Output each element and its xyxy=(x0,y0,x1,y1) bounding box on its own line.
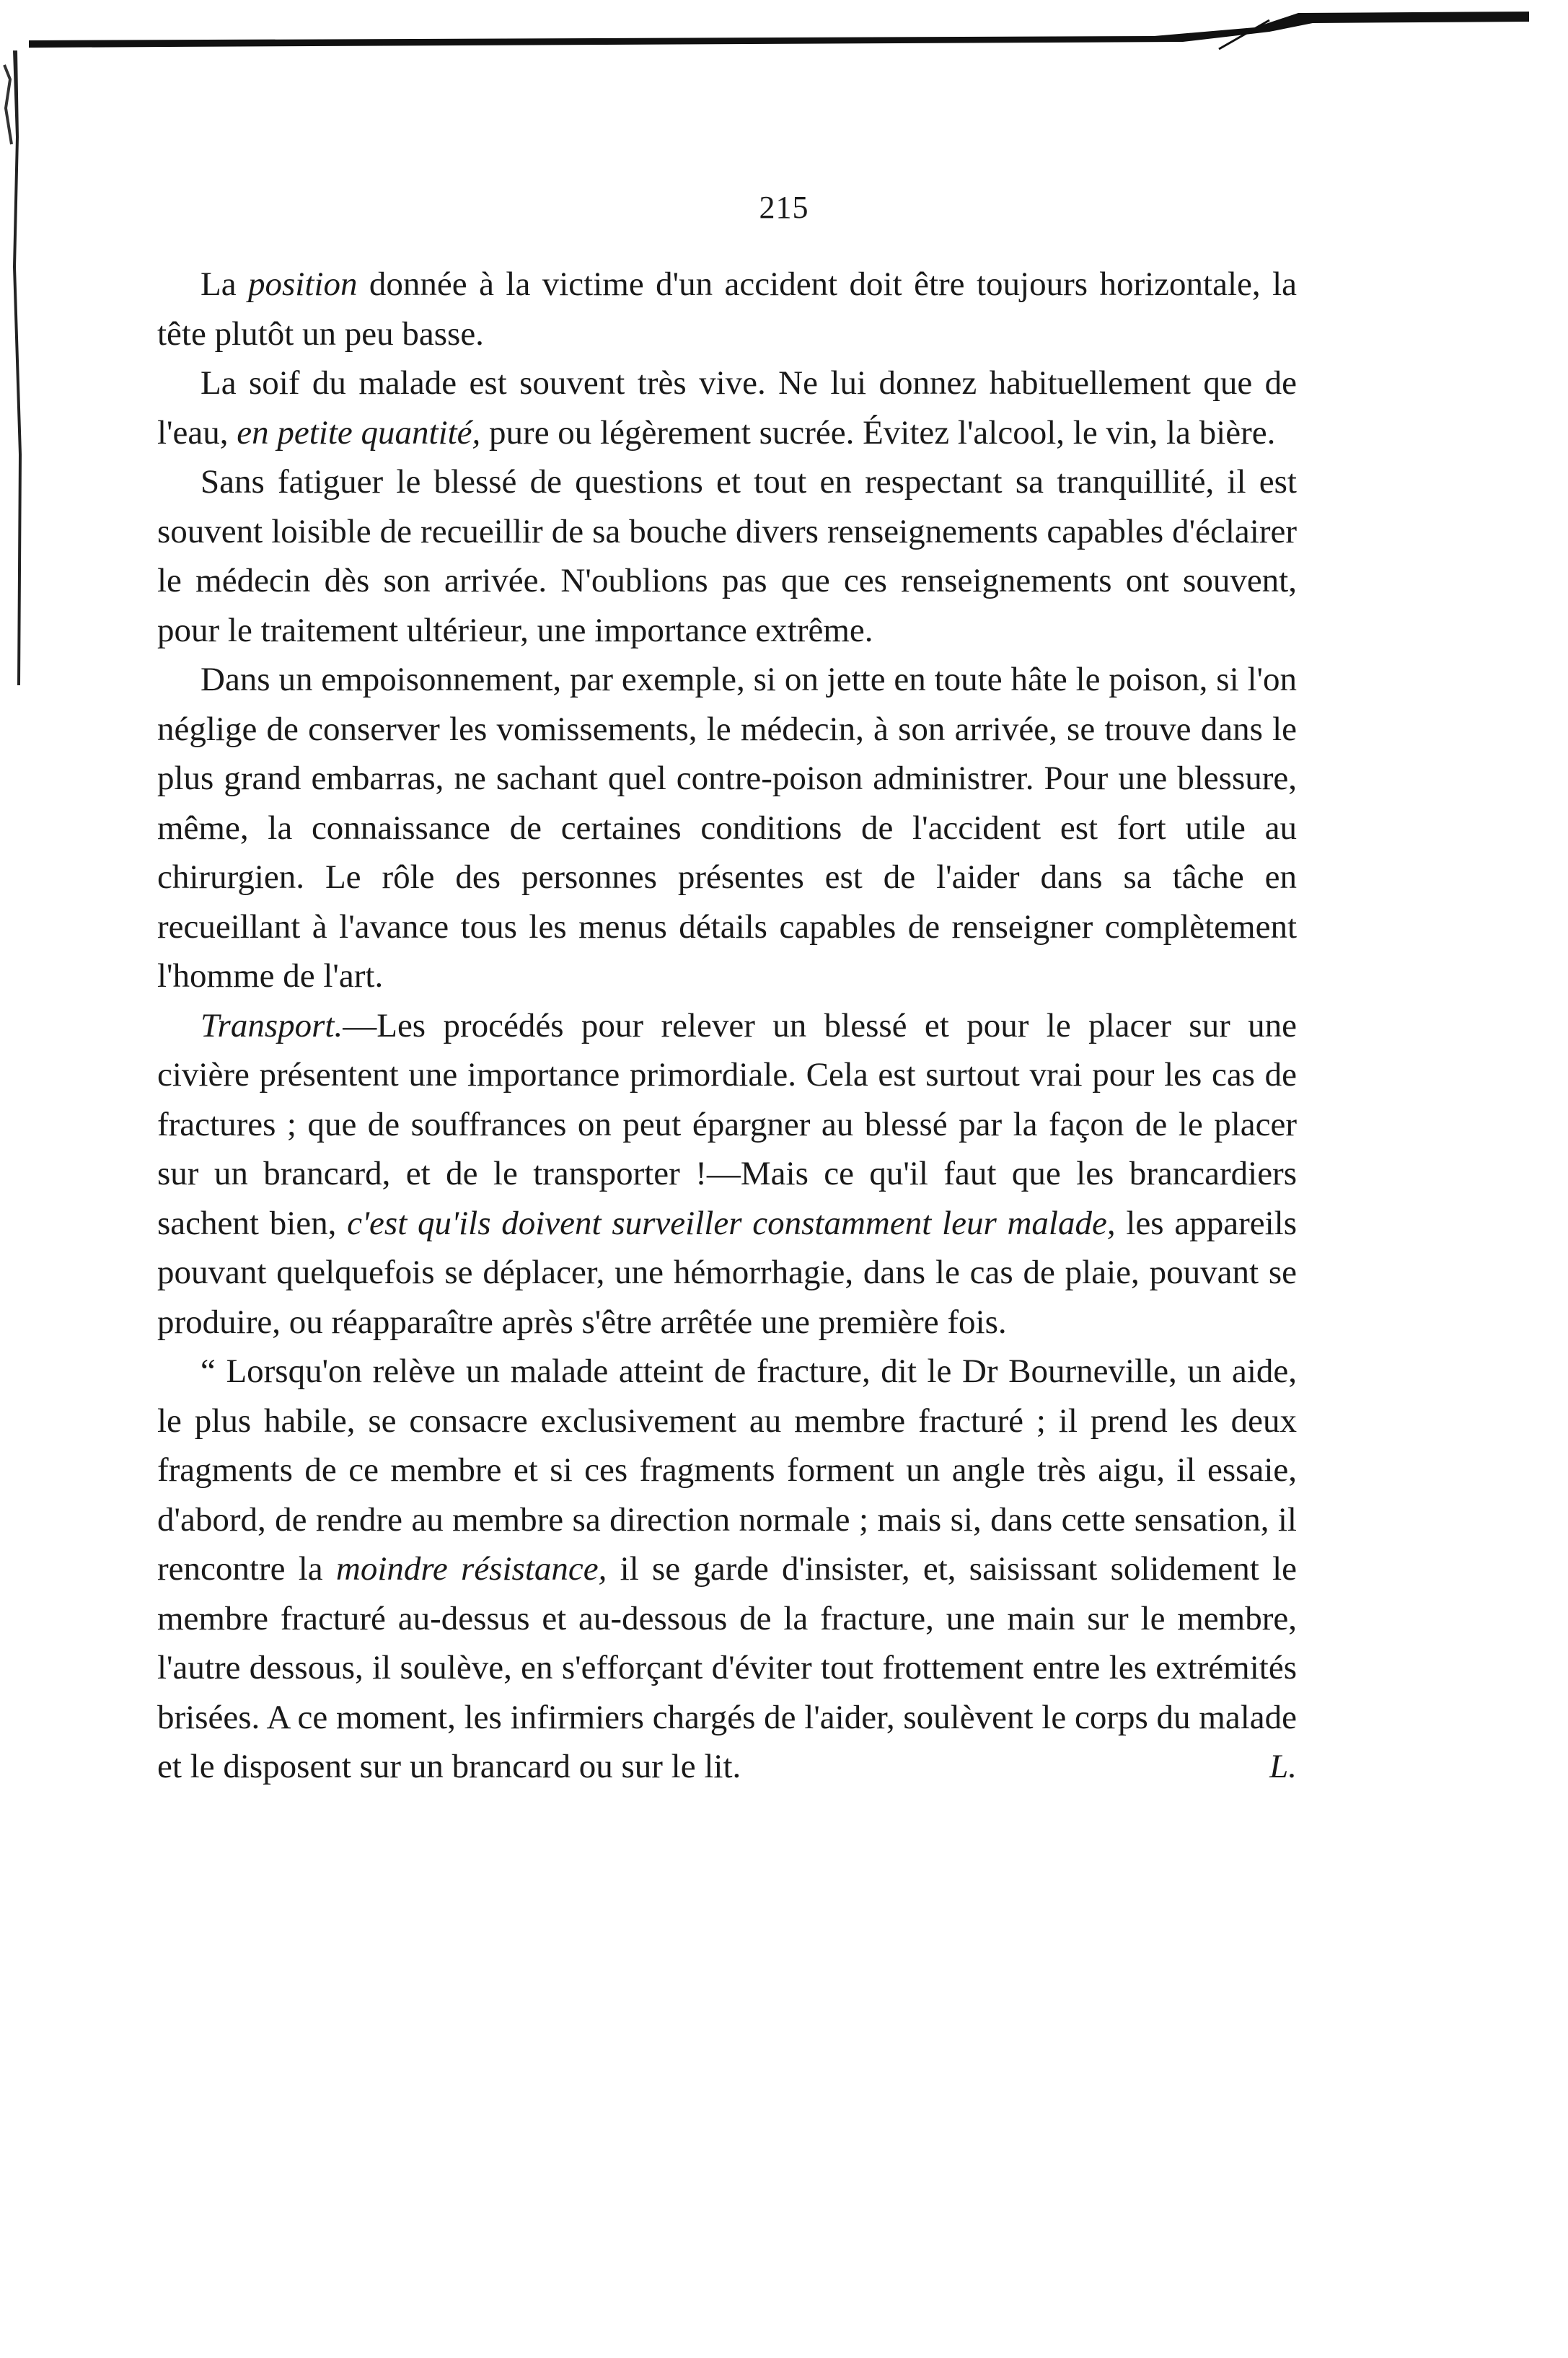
text-run: il se garde d'insister, et, saisissant solidement le membre fracturé au-dessus et au-dessous de la fracture, une main sur le membre, l'autre dessous, il soulève, en s'efforçant d'éviter tout frottement entre les extrémités brisées. A ce moment, les infirmiers chargés de l'aider, soulèvent le corps du malade et le disposent sur un brancard ou sur le lit. xyxy=(157,1550,1297,1785)
author-signature: L. xyxy=(1269,1748,1297,1785)
paragraph xyxy=(157,358,1297,457)
text-run: —Les procédés pour relever un blessé et pour le placer sur une civière présentent une importance primordiale. Cela est surtout vrai pour les cas de fractures ; que de souffrances on peut épargner au blessé par la façon de le placer sur un brancard, et de le transporter !—Mais ce qu'il faut que les brancardiers sachent bien, xyxy=(157,1006,1297,1242)
italic-text: moindre résistance, xyxy=(335,1550,607,1588)
text-run: les appareils pouvant quelquefois se déplacer, une hémorrhagie, dans le cas de plaie, pouvant se produire, ou réapparaître après s'être arrêtée une première fois. xyxy=(157,1204,1297,1341)
paragraph xyxy=(157,260,1297,358)
italic-text: position xyxy=(248,265,358,303)
text-run: donnée à la victime d'un accident doit être toujours horizontale, la tête plutôt un peu basse. xyxy=(157,265,1297,353)
body-text xyxy=(157,260,1297,1792)
text-run: “ Lorsqu'on relève un malade atteint de fracture, dit le Dr Bourneville, un aide, le plus habile, se consacre exclusivement au membre fracturé ; il prend les deux fragments de ce membre et si ces fragments forment un angle très aigu, il essaie, d'abord, de rendre au membre sa direction normale ; mais si, dans cette sensation, il rencontre la xyxy=(157,1352,1297,1588)
italic-text: c'est qu'ils doivent surveiller constamment leur malade, xyxy=(347,1204,1116,1242)
paragraph xyxy=(157,457,1297,655)
text-run: La soif du malade est souvent très vive. Ne lui donnez habituellement que de l'eau, xyxy=(157,364,1297,452)
text-run: Sans fatiguer le blessé de questions et tout en respectant sa tranquillité, il est souvent loisible de recueillir de sa bouche divers renseignements capables d'éclairer le médecin dès son arrivée. N'oublions pas que ces renseignements ont souvent, pour le traitement ultérieur, une importance extrême. xyxy=(157,463,1297,649)
left-margin-scan-edge xyxy=(0,50,43,685)
text-run: pure ou légèrement sucrée. Évitez l'alcool, le vin, la bière. xyxy=(480,413,1276,452)
paragraph xyxy=(157,655,1297,1001)
paragraph xyxy=(157,1347,1297,1792)
italic-text: Transport. xyxy=(201,1006,343,1044)
top-border-rule xyxy=(29,6,1529,52)
text-run: La xyxy=(201,265,249,303)
italic-text: en petite quantité, xyxy=(237,413,481,452)
text-run: Dans un empoisonnement, par exemple, si on jette en toute hâte le poison, si l'on néglige de conserver les vomissements, le médecin, à son arrivée, se trouve dans le plus grand embarras, ne sachant quel contre-poison administrer. Pour une blessure, même, la connaissance de certaines conditions de l'accident est fort utile au chirurgien. Le rôle des personnes présentes est de l'aider dans sa tâche en recueillant à l'avance tous les menus détails capables de renseigner complètement l'homme de l'art. xyxy=(157,661,1297,995)
page-number: 215 xyxy=(759,190,809,225)
paragraph xyxy=(157,1001,1297,1347)
